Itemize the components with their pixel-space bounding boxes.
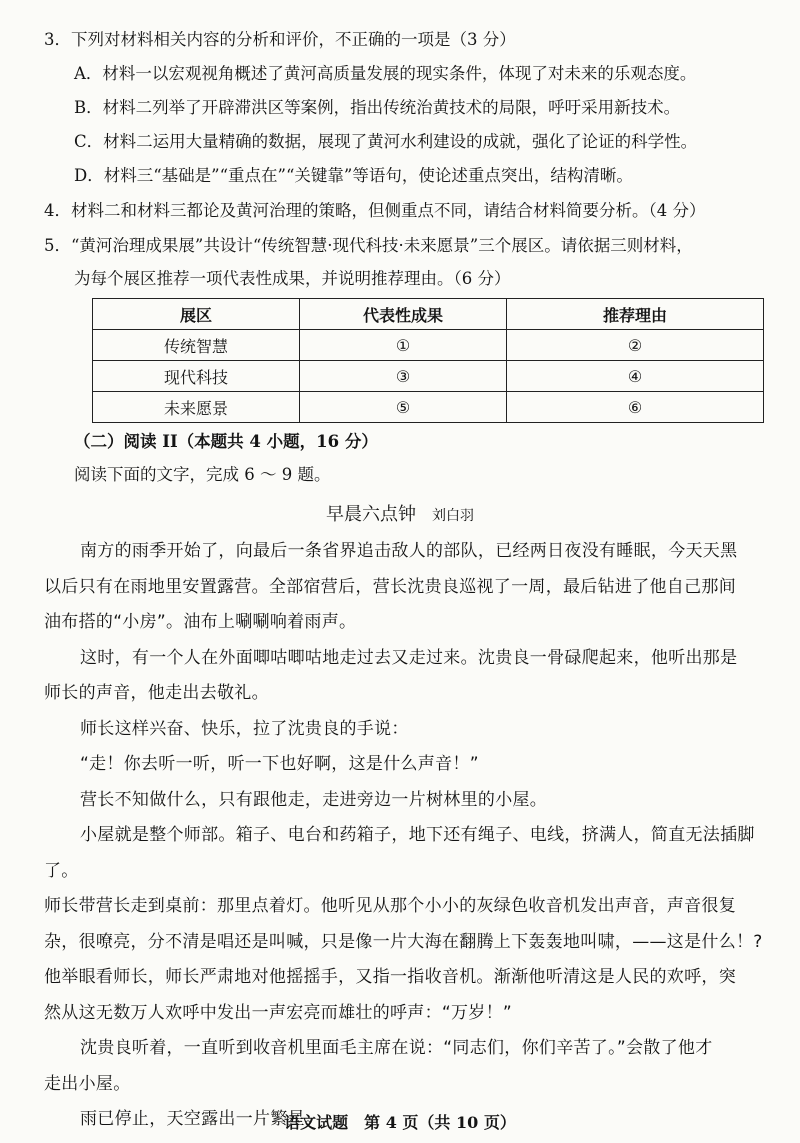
paragraph: “走！你去听一听，听一下也好啊，这是什么声音！”: [80, 754, 479, 774]
paragraph: 师长这样兴奋、快乐，拉了沈贵良的手说：: [80, 718, 409, 739]
table-row: [93, 392, 764, 423]
table-row: [93, 361, 764, 392]
q3-option-a: A．材料一以宏观视角概述了黄河高质量发展的现实条件，体现了对未来的乐观态度。: [74, 64, 697, 83]
page-footer: 语文试题 第 4 页（共 10 页）: [284, 1113, 516, 1132]
story-title-text: 早晨六点钟: [326, 504, 416, 525]
paragraph: 雨已停止，天空露出一片繁星。: [80, 1109, 323, 1129]
table-row: [93, 330, 764, 361]
table-header: 代表性成果: [300, 299, 507, 330]
paragraph: 小屋就是整个师部。箱子、电台和药箱子，地下还有绳子、电线，挤满人，简直无法插脚了。 师长带营长走到桌前：那里点着灯。他听见从那个小小的灰绿色收音机发出声音，声音很复 杂，很嘹亮，分不清是唱还是叫喊，只是像一片大海在翻腾上下轰轰地叫啸，——这是什么！? 他举眼看师长，师长严肃地对他摇摇手，又指一指收音机。渐渐他听清这是人民的欢呼，突 然从这无数万人欢呼中发出一声宏亮而雄壮的呼声：“万岁！”: [44, 825, 763, 1023]
table-cell: 传统智慧: [93, 330, 300, 361]
table-cell: ②: [507, 330, 764, 361]
q3-stem: 3．下列对材料相关内容的分析和评价，不正确的一项是（3 分）: [44, 30, 516, 49]
q3-option-b: B．材料二列举了开辟滞洪区等案例，指出传统治黄技术的局限，呼吁采用新技术。: [74, 98, 681, 117]
table-header-row: [93, 299, 764, 330]
section-instruction: 阅读下面的文字，完成 6 ～ 9 题。: [74, 465, 331, 484]
table-cell: ⑥: [507, 392, 764, 423]
table-cell: ③: [300, 361, 507, 392]
q3-option-c: C．材料二运用大量精确的数据，展现了黄河水利建设的成就，强化了论证的科学性。: [74, 132, 698, 151]
table-header: 展区: [93, 299, 300, 330]
q5-stem-line2: 为每个展区推荐一项代表性成果，并说明推荐理由。（6 分）: [74, 269, 511, 288]
paragraph: 营长不知做什么，只有跟他走，走进旁边一片树林里的小屋。: [80, 789, 548, 810]
q4-stem: 4．材料二和材料三都论及黄河治理的策略，但侧重点不同，请结合材料简要分析。（4 分）: [44, 201, 706, 220]
table-cell: ④: [507, 361, 764, 392]
paragraph: 沈贵良听着，一直听到收音机里面毛主席在说：“同志们，你们辛苦了。”会散了他才 走出小屋。: [44, 1038, 713, 1094]
table-header: 推荐理由: [507, 299, 764, 330]
table-cell: 未来愿景: [93, 392, 300, 423]
story-body: [44, 534, 764, 1138]
story-author: 刘白羽: [432, 508, 474, 524]
exhibit-table: [92, 298, 764, 423]
table-cell: 现代科技: [93, 361, 300, 392]
table-cell: ⑤: [300, 392, 507, 423]
q3-option-d: D．材料三“基础是”“重点在”“关键靠”等语句，使论述重点突出，结构清晰。: [74, 166, 633, 185]
paragraph: 南方的雨季开始了，向最后一条省界追击敌人的部队，已经两日夜没有睡眠，今天天黑 以后只有在雨地里安置露营。全部宿营后，营长沈贵良巡视了一周，最后钻进了他自己那间 油布搭的“小房”。油布上唰唰响着雨声。: [44, 541, 738, 632]
section-heading: （二）阅读 II（本题共 4 小题，16 分）: [74, 432, 378, 451]
q5-stem-line1: 5．“黄河治理成果展”共设计“传统智慧·现代科技·未来愿景”三个展区。请依据三则材料，: [44, 236, 693, 255]
paragraph: 这时，有一个人在外面唧咕唧咕地走过去又走过来。沈贵良一骨碌爬起来，他听出那是 师长的声音，他走出去敬礼。: [44, 647, 738, 703]
table-cell: ①: [300, 330, 507, 361]
story-title: [0, 500, 800, 526]
